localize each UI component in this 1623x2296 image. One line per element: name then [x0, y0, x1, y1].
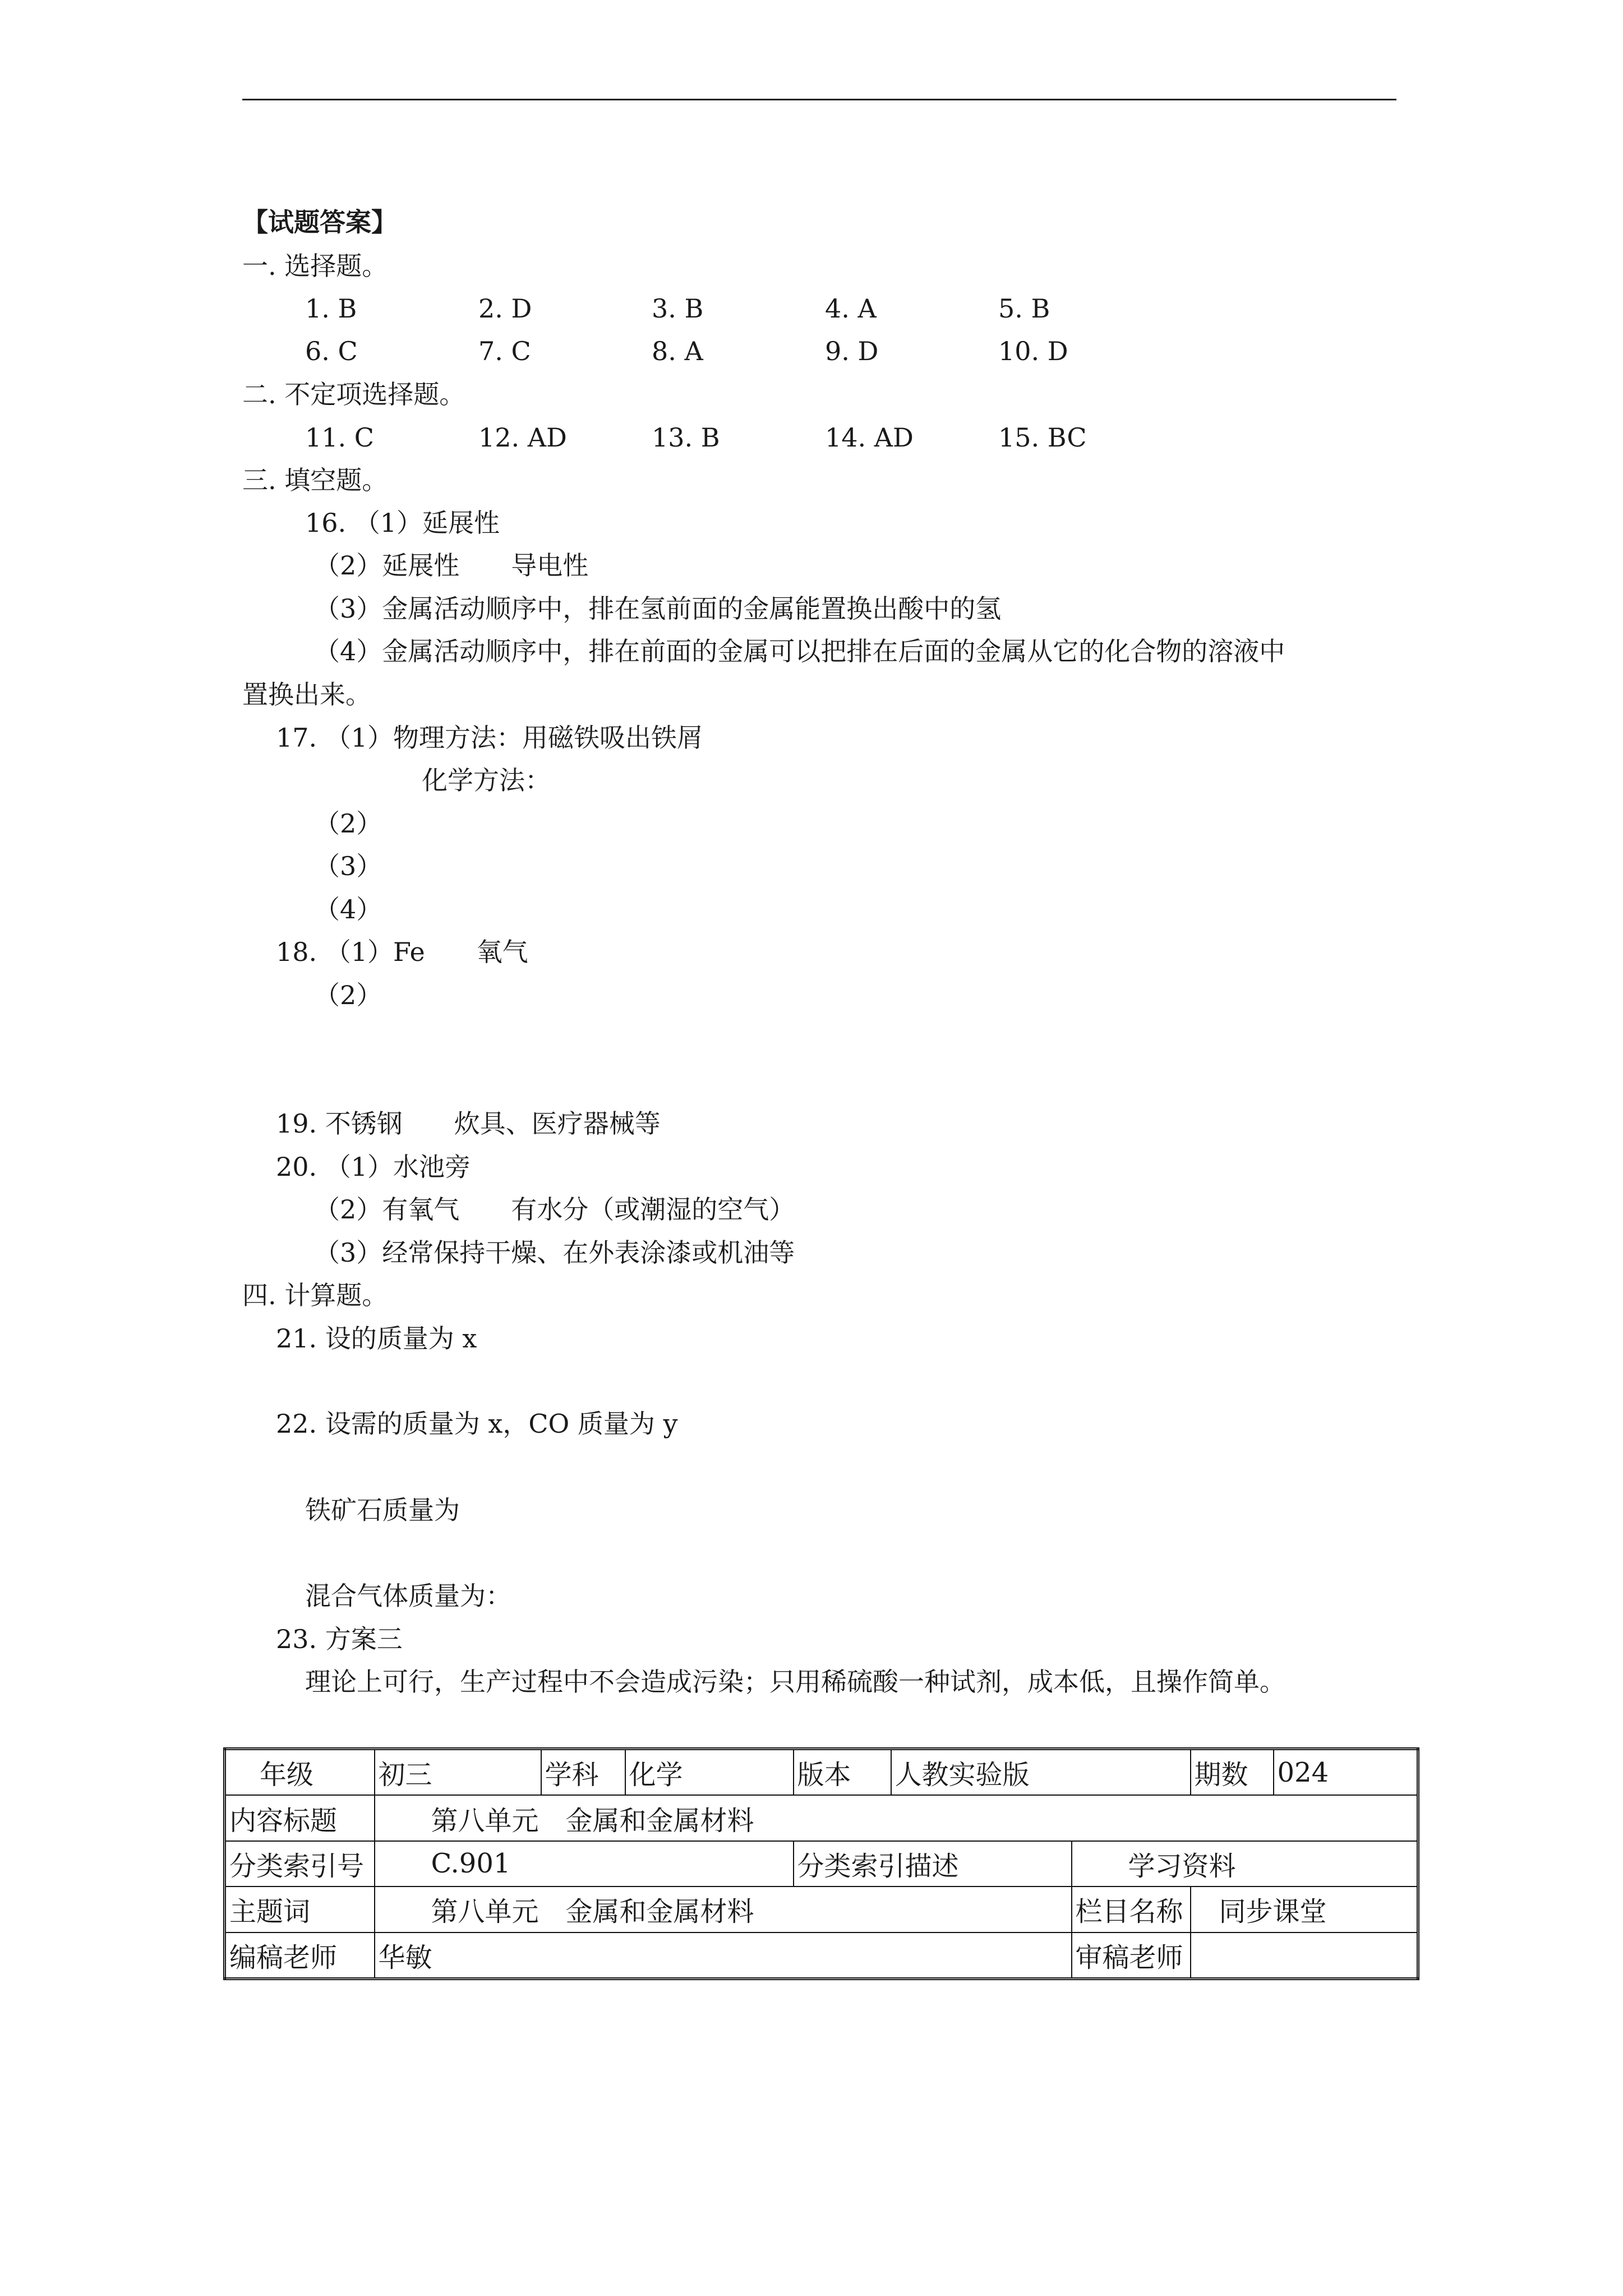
answer-item: 5. B [998, 293, 1050, 324]
answer-item: 7. C [478, 336, 531, 366]
answer-line: （4） [314, 894, 382, 924]
index-desc-label: 分类索引描述 [794, 1841, 1072, 1887]
index-value: C.901 [375, 1841, 794, 1887]
edition-value: 人教实验版 [891, 1749, 1191, 1796]
answer-item: 8. A [652, 336, 703, 366]
content-title-value: 第八单元 金属和金属材料 [375, 1795, 1418, 1841]
editor-value: 华敏 [375, 1932, 1072, 1979]
answer-item: 12. AD [478, 422, 567, 453]
reviewer-value [1191, 1932, 1418, 1979]
answer-line: （2）有氧气 有水分（或潮湿的空气） [314, 1194, 795, 1225]
column-value: 同步课堂 [1191, 1887, 1418, 1932]
answer-item: 1. B [305, 293, 357, 324]
answers-heading: 【试题答案】 [242, 207, 397, 237]
grade-value: 初三 [375, 1749, 541, 1796]
section-1-title: 一. 选择题。 [242, 251, 388, 281]
answer-item: 10. D [998, 336, 1068, 366]
answer-line: （3）经常保持干燥、在外表涂漆或机油等 [314, 1237, 795, 1268]
answer-line: 16. （1）延展性 [305, 508, 500, 538]
answer-line: 22. 设需的质量为 x，CO 质量为 y [276, 1409, 678, 1439]
index-desc-value: 学习资料 [1072, 1841, 1418, 1887]
answer-line: 21. 设的质量为 x [276, 1323, 477, 1354]
answer-item: 9. D [825, 336, 879, 366]
answer-line: 23. 方案三 [276, 1624, 403, 1654]
answer-line: （3） [314, 851, 382, 881]
answer-item: 11. C [305, 422, 374, 453]
answer-line: 理论上可行，生产过程中不会造成污染；只用稀硫酸一种试剂，成本低，且操作简单。 [305, 1667, 1285, 1697]
answer-line: （2） [314, 980, 382, 1010]
subject-value: 化学 [625, 1749, 794, 1796]
column-label: 栏目名称 [1072, 1887, 1191, 1932]
answer-item: 2. D [478, 293, 532, 324]
issue-value: 024 [1274, 1749, 1418, 1796]
header-rule [242, 99, 1396, 100]
document-info-table [223, 1747, 1419, 1980]
answer-line: （4）金属活动顺序中，排在前面的金属可以把排在后面的金属从它的化合物的溶液中 [314, 636, 1285, 666]
section-2-title: 二. 不定项选择题。 [242, 379, 465, 409]
answer-item: 14. AD [825, 422, 914, 453]
answer-line: （2）延展性 导电性 [314, 550, 589, 581]
answer-item: 3. B [652, 293, 704, 324]
answer-line: 17. （1）物理方法：用磁铁吸出铁屑 [276, 723, 703, 753]
content-title-label: 内容标题 [225, 1795, 375, 1841]
answer-item: 15. BC [998, 422, 1087, 453]
reviewer-label: 审稿老师 [1072, 1932, 1191, 1979]
index-label: 分类索引号 [225, 1841, 375, 1887]
answer-line: 20. （1）水池旁 [276, 1152, 471, 1182]
answer-line: （3）金属活动顺序中，排在氢前面的金属能置换出酸中的氢 [314, 593, 1002, 624]
answer-line: 19. 不锈钢 炊具、医疗器械等 [276, 1108, 661, 1139]
answer-item: 4. A [825, 293, 877, 324]
grade-label: 年级 [225, 1749, 375, 1796]
answer-line: 置换出来。 [242, 679, 371, 710]
answer-item: 6. C [305, 336, 358, 366]
subject-label: 学科 [541, 1749, 625, 1796]
edition-label: 版本 [794, 1749, 891, 1796]
answer-line: 18. （1）Fe 氧气 [276, 937, 528, 967]
topic-label: 主题词 [225, 1887, 375, 1932]
section-3-title: 三. 填空题。 [242, 465, 388, 495]
answer-line: 混合气体质量为： [305, 1581, 511, 1611]
editor-label: 编稿老师 [225, 1932, 375, 1979]
answer-line: 化学方法： [422, 765, 551, 795]
answer-line: （2） [314, 808, 382, 839]
issue-label: 期数 [1191, 1749, 1274, 1796]
section-4-title: 四. 计算题。 [242, 1280, 388, 1310]
answer-item: 13. B [652, 422, 720, 453]
topic-value: 第八单元 金属和金属材料 [375, 1887, 1072, 1932]
answer-line: 铁矿石质量为 [305, 1495, 460, 1525]
